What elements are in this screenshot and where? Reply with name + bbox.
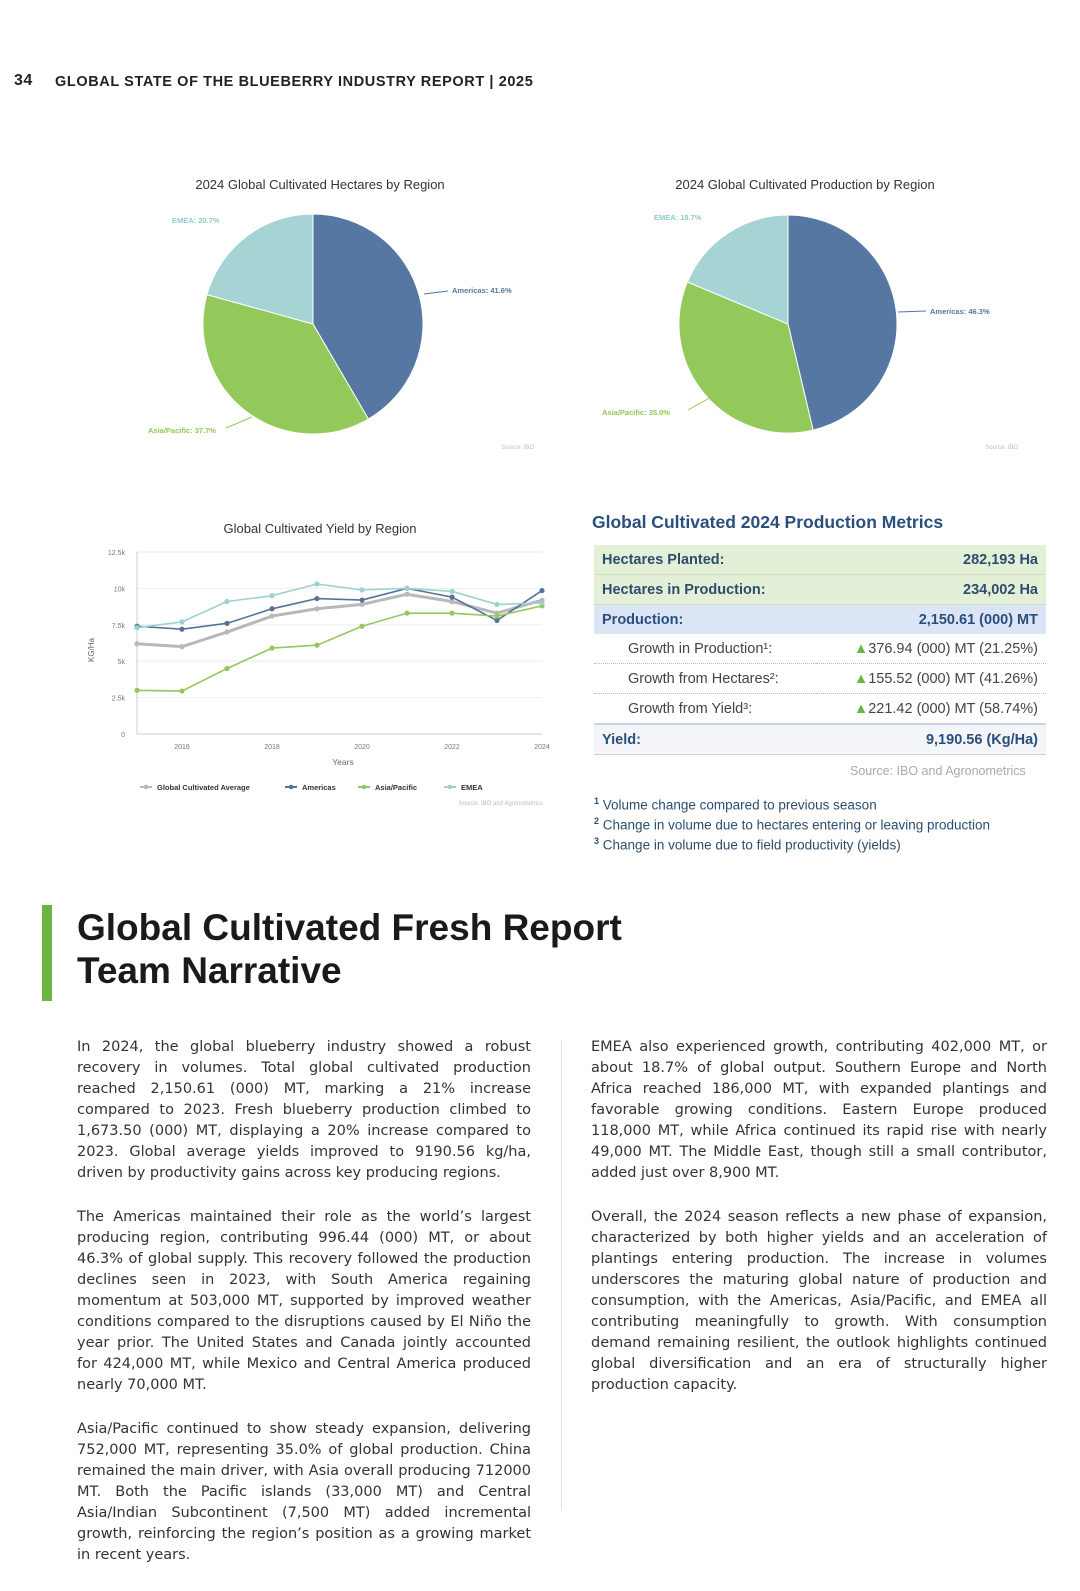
yield-x-ticks xyxy=(174,744,550,751)
data-point-emea xyxy=(539,600,544,605)
americas-leader-line xyxy=(898,311,926,312)
series-line-asia-pacific xyxy=(137,606,542,691)
metrics-row-growth-yield xyxy=(594,694,1046,725)
production-pie-chart xyxy=(602,200,1040,460)
yield-x-axis-label: Years xyxy=(332,757,354,767)
data-point-asia-pacific xyxy=(359,624,364,629)
metrics-title: Global Cultivated 2024 Production Metrics xyxy=(592,512,944,532)
metrics-value: 2,150.61 (000) MT xyxy=(816,605,1046,635)
up-arrow-icon: ▲ xyxy=(853,700,869,717)
data-point-asia-pacific xyxy=(494,613,499,618)
narrative-paragraph: Overall, the 2024 season reflects a new phase of expansion, characterized by both higher yields and an acceleration of plantings entering production. The increase in volumes underscores the maturing global nature of production and consumption, with the Americas, Asia/Pacific, and EMEA all contributing meaningfully to growth. With consumption demand remaining resilient, the outlook highlights continued global diversification and an era of structurally higher production capacity. xyxy=(591,1209,1047,1393)
production-pie-title: 2024 Global Cultivated Production by Region xyxy=(675,177,935,192)
yield-chart-title: Global Cultivated Yield by Region xyxy=(223,521,417,536)
asia-leader-line xyxy=(226,417,252,428)
metrics-label: Production: xyxy=(594,605,816,635)
metrics-value: 376.94 (000) MT (21.25%) xyxy=(868,640,1038,657)
yield-chart-source: Source: IBO and Agronometrics xyxy=(458,801,543,807)
data-point-asia-pacific xyxy=(224,666,229,671)
hectares-pie-title: 2024 Global Cultivated Hectares by Region xyxy=(195,177,445,192)
metrics-row-hectares-planted xyxy=(594,545,1046,575)
metrics-source: Source: IBO and Agronometrics xyxy=(850,764,1026,778)
legend-label: Global Cultivated Average xyxy=(157,783,250,792)
data-point-emea xyxy=(449,589,454,594)
y-tick-label: 10k xyxy=(113,586,125,594)
data-point-asia-pacific xyxy=(404,611,409,616)
data-point-asia-pacific xyxy=(134,688,139,693)
metrics-label: Yield: xyxy=(594,724,816,755)
y-tick-label: 0 xyxy=(121,732,125,739)
metrics-label: Growth in Production¹: xyxy=(594,634,816,664)
narrative-paragraph: Asia/Pacific continued to show steady expansion, delivering 752,000 MT, representing 35.0% of global production. China remained the main driver, with Asia overall producing 712000 MT. Both the Pacific islands (33,000 MT) and Central Asia/Indian Subcontinent (7,500 MT) added incremental growth, reinforcing the region’s position as a growing market in recent years. xyxy=(77,1421,531,1563)
y-tick-label: 7.5k xyxy=(111,622,125,630)
y-tick-label: 12.5k xyxy=(107,550,125,557)
data-point-americas xyxy=(539,588,544,593)
legend-marker xyxy=(289,785,294,790)
series-line-global-cultivated-average xyxy=(137,594,542,646)
legend-label: Asia/Pacific xyxy=(375,783,418,792)
data-point-emea xyxy=(134,625,139,630)
yield-series xyxy=(134,581,544,693)
data-point-emea xyxy=(359,587,364,592)
narrative-column-right xyxy=(591,1037,1047,1419)
data-point-emea xyxy=(314,581,319,586)
pie-label-americas: Americas: 41.6% xyxy=(452,286,512,295)
y-tick-label: 2.5k xyxy=(111,695,125,703)
x-tick-label: 2022 xyxy=(444,744,460,751)
hectares-pie-chart xyxy=(130,200,550,460)
y-tick-label: 5k xyxy=(117,659,125,667)
data-point-global-cultivated-average xyxy=(269,613,274,618)
narrative-paragraph: The Americas maintained their role as the world’s largest producing region, contributing 996.44 (000) MT, or about 46.3% of global supply. This recovery followed the production declines seen in 2023, with South America regaining momentum at 503,000 MT, supported by improved weather conditions compared to the disruptions caused by El Niño the year prior. The United States and Canada jointly accounted for 424,000 MT, while Mexico and Central America produced nearly 70,000 MT. xyxy=(77,1209,531,1393)
pie-label-emea: EMEA: 20.7% xyxy=(172,216,220,225)
column-divider xyxy=(561,1040,562,1510)
americas-leader-line xyxy=(424,291,448,294)
up-arrow-icon: ▲ xyxy=(853,640,869,657)
metrics-row-hectares-production xyxy=(594,575,1046,605)
data-point-global-cultivated-average xyxy=(224,629,229,634)
hectares-pie-source: Source: IBO xyxy=(501,445,534,451)
metrics-value: 155.52 (000) MT (41.26%) xyxy=(868,670,1038,687)
data-point-global-cultivated-average xyxy=(314,606,319,611)
data-point-americas xyxy=(314,596,319,601)
data-point-emea xyxy=(224,599,229,604)
legend-label: EMEA xyxy=(461,783,483,792)
data-point-asia-pacific xyxy=(314,643,319,648)
narrative-paragraph: In 2024, the global blueberry industry showed a robust recovery in volumes. Total global cultivated production reached 2,150.61 (000) MT, marking a 21% increase compared to 2023. Fresh blueberry production climbed to 1,673.50 (000) MT, displaying a 20% increase compared to 2023. Global average yields improved to 9190.56 kg/ha, driven by productivity gains across key producing regions. xyxy=(77,1039,531,1181)
x-tick-label: 2016 xyxy=(174,744,190,751)
legend-marker xyxy=(144,785,149,790)
data-point-emea xyxy=(494,602,499,607)
data-point-asia-pacific xyxy=(449,611,454,616)
pie-label-asia-pacific: Asia/Pacific: 35.0% xyxy=(602,408,670,417)
footnote-3: $^3$ Change in volume due to field productivity (yields) xyxy=(594,836,901,853)
data-point-americas xyxy=(359,597,364,602)
metrics-label: Hectares Planted: xyxy=(594,545,816,575)
x-tick-label: 2018 xyxy=(264,744,280,751)
yield-legend xyxy=(140,783,483,792)
data-point-global-cultivated-average xyxy=(404,592,409,597)
data-point-americas xyxy=(449,595,454,600)
metrics-row-production xyxy=(594,605,1046,635)
metrics-value: 234,002 Ha xyxy=(816,575,1046,605)
data-point-asia-pacific xyxy=(269,645,274,650)
pie-label-asia-pacific: Asia/Pacific: 37.7% xyxy=(148,426,216,435)
data-point-emea xyxy=(269,593,274,598)
running-title: GLOBAL STATE OF THE BLUEBERRY INDUSTRY REPORT | 2025 xyxy=(55,74,534,90)
hectares-pie-slices xyxy=(203,214,423,434)
pie-label-americas: Americas: 46.3% xyxy=(930,307,990,316)
x-tick-label: 2024 xyxy=(534,744,550,751)
data-point-emea xyxy=(179,619,184,624)
data-point-asia-pacific xyxy=(179,688,184,693)
up-arrow-icon: ▲ xyxy=(853,670,869,687)
yield-y-ticks xyxy=(108,550,126,739)
narrative-heading: Global Cultivated Fresh Report Team Narrative xyxy=(77,907,622,991)
data-point-global-cultivated-average xyxy=(134,641,139,646)
footnote-2: $^2$ Change in volume due to hectares entering or leaving production xyxy=(594,816,991,833)
metrics-label: Growth from Hectares²: xyxy=(594,664,816,694)
metrics-value: 221.42 (000) MT (58.74%) xyxy=(868,700,1038,717)
narrative-column-left xyxy=(77,1037,531,1589)
data-point-americas xyxy=(179,627,184,632)
yield-y-axis-label: KG/Ha xyxy=(87,637,96,663)
metrics-label: Growth from Yield³: xyxy=(594,694,816,725)
production-pie-source: Source: IBO xyxy=(985,445,1018,451)
pie-label-emea: EMEA: 18.7% xyxy=(654,213,702,222)
narrative-paragraph: EMEA also experienced growth, contributing 402,000 MT, or about 18.7% of global output. Southern Europe and North Africa reached 186,000 MT, with expanded plantings and favorable growing conditions. Eastern Europe produced 118,000 MT, while Africa continued its rapid rise with nearly 49,000 MT. The Middle East, though still a small contributor, added just over 8,900 MT. xyxy=(591,1039,1047,1181)
data-point-americas xyxy=(224,621,229,626)
metrics-row-growth-hectares xyxy=(594,664,1046,694)
footnote-1: $^1$ Volume change compared to previous season xyxy=(594,796,877,813)
production-pie-slices xyxy=(679,215,897,433)
data-point-global-cultivated-average xyxy=(179,644,184,649)
metrics-value: 282,193 Ha xyxy=(816,545,1046,575)
data-point-emea xyxy=(404,586,409,591)
page-number: 34 xyxy=(14,72,33,89)
metrics-row-growth-production xyxy=(594,634,1046,664)
legend-marker xyxy=(362,785,367,790)
metrics-label: Hectares in Production: xyxy=(594,575,816,605)
yield-line-chart xyxy=(80,545,560,830)
x-tick-label: 2020 xyxy=(354,744,370,751)
section-accent-bar xyxy=(42,905,52,1001)
metrics-table xyxy=(594,545,1046,755)
data-point-americas xyxy=(269,606,274,611)
legend-label: Americas xyxy=(302,783,336,792)
legend-marker xyxy=(448,785,453,790)
metrics-row-yield xyxy=(594,724,1046,755)
metrics-value: 9,190.56 (Kg/Ha) xyxy=(816,724,1046,755)
